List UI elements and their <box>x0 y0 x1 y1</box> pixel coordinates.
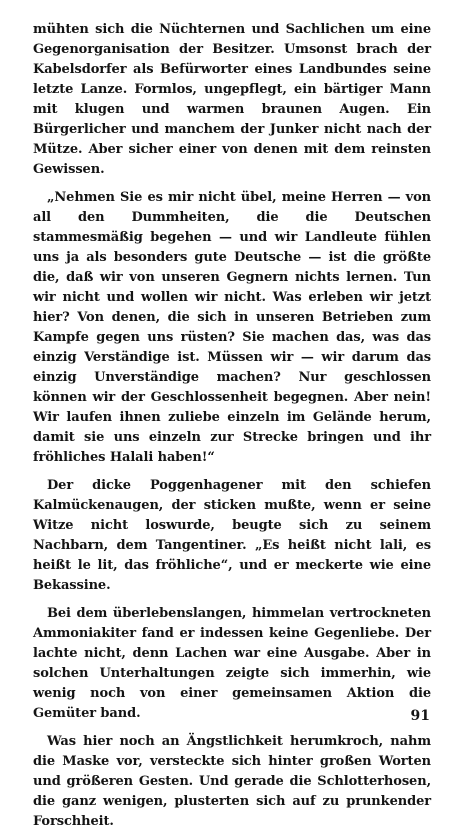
paragraph-1: mühten sich die Nüchternen und Sachlichen um eine Gegenorganisation der Besitzer. Umsonst brach der Kabelsdorfer als Befürworter eines Landbundes seine letzte Lanze. Formlos, ungepflegt, ein bärtiger Mann mit klugen und warmen braunen Augen. Ein Bürgerlicher und manchem der Junker nicht nach der Mütze. Aber sicher einer von denen mit dem reinsten Gewissen. <box>33 22 431 177</box>
paragraph-3: Der dicke Poggenhagener mit den schiefen Kalmückenaugen, der sticken mußte, wenn er seine Witze nicht loswurde, beugte sich zu seinem Nachbarn, dem Tangentiner. „Es heißt nicht lali, es heißt le lit, das fröhliche“, und er meckerte wie eine Bekassine. <box>33 478 431 593</box>
paragraph-2: „Nehmen Sie es mir nicht übel, meine Herren — von all den Dummheiten, die die Deutschen stammesmäßig begehen — und wir Landleute fühlen uns ja als besonders gute Deutsche — ist die größte die, daß wir von unseren Gegnern nichts lernen. Tun wir nicht und wollen wir nicht. Was erleben wir jetzt hier? Von denen, die sich in unseren Betrieben zum Kampfe gegen uns rüsten? Sie machen das, was das einzig Verständige ist. Müssen wir — wir darum das einzig Unverständige machen? Nur geschlossen können wir der Geschlossenheit begegnen. Aber nein! Wir laufen ihnen zuliebe einzeln im Gelände herum, damit sie uns einzeln zur Strecke bringen und ihr fröhliches Halali haben!“ <box>33 190 431 465</box>
page-number: 91 <box>410 708 430 724</box>
page-text-body <box>33 20 431 832</box>
paragraph-5: Was hier noch an Ängstlichkeit herumkroch, nahm die Maske vor, versteckte sich hinter großen Worten und größeren Gesten. Und gerade die Schlotterhosen, die ganz wenigen, plusterten sich auf zu prunkender Forschheit. <box>33 734 431 829</box>
paragraph-4: Bei dem überlebenslangen, himmelan vertrockneten Ammoniakiter fand er indessen keine Gegenliebe. Der lachte nicht, denn Lachen war eine Ausgabe. Aber in solchen Unterhaltungen zeigte sich immerhin, wie wenig noch von einer gemeinsamen Aktion die Gemüter band. <box>33 606 431 721</box>
